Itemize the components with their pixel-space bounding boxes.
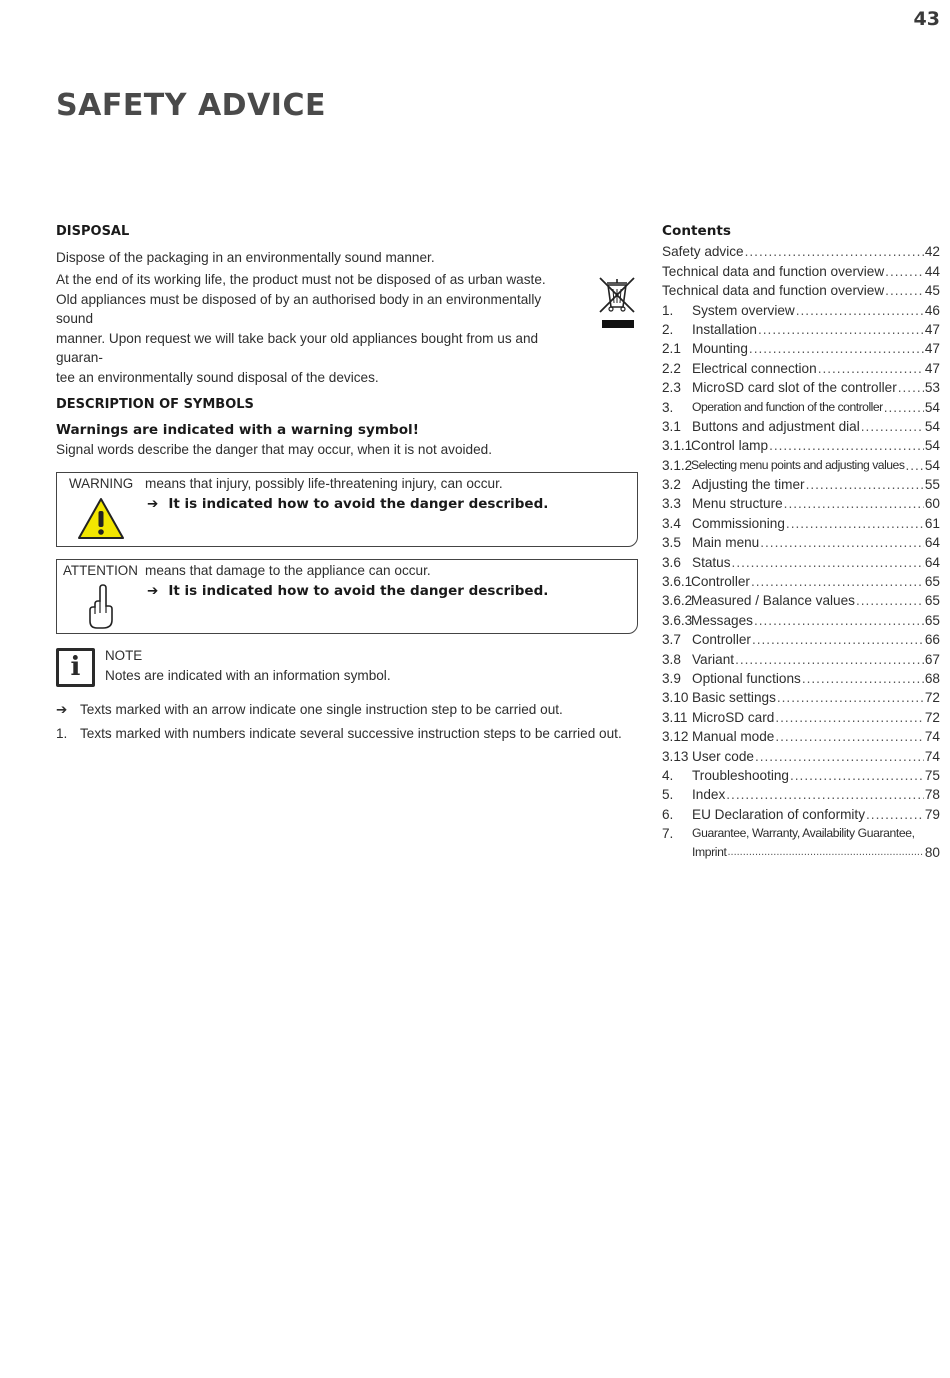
toc-item-number: 3.11 [662,709,688,725]
warning-description: means that injury, possibly life-threatening injury, can occur. [145,475,503,491]
toc-item-title: Variant [692,651,735,667]
warning-triangle-icon [77,497,125,541]
toc-item-title: Main menu [692,535,760,551]
toc-item-title: Buttons and adjustment dial [692,418,860,434]
toc-item-page: 74 [924,729,940,745]
toc-item-page: 47 [924,341,940,357]
arrow-icon: ➔ [147,495,159,512]
toc-item[interactable] [662,533,940,552]
toc-item[interactable] [662,417,940,436]
toc-item[interactable] [662,630,940,649]
toc-item-title-continued: Imprint [692,845,727,860]
toc-item[interactable] [662,766,940,785]
toc-item-number: 3.6 [662,554,681,570]
toc-item-title: Technical data and function overview [662,263,885,279]
info-icon [56,648,95,687]
note-block [56,646,638,694]
toc-item-title: System overview [692,302,795,318]
disposal-text-2: At the end of its working life, the product must not be disposed of as urban waste. [56,272,546,287]
toc-item[interactable] [662,611,940,630]
toc-item-number: 3.6.1 [662,574,693,590]
warnings-heading: Warnings are indicated with a warning symbol! [56,421,419,438]
toc-item[interactable] [662,339,940,358]
note-text: Notes are indicated with an information symbol. [105,667,391,683]
toc-item-page: 47 [924,321,940,337]
toc-list [662,242,940,824]
page-number: 43 [913,8,940,30]
toc-item-page: 54 [924,457,940,473]
toc-item-page: 53 [924,380,940,396]
toc-item[interactable] [662,708,940,727]
toc-item[interactable] [662,727,940,746]
toc-item-title: Controller [692,632,751,648]
toc-item-title: Messages [691,612,753,628]
toc-item-page: 47 [924,360,940,376]
toc-item-title: Status [692,554,731,570]
toc-item-number: 3.13 [662,748,689,764]
attention-box [56,559,638,634]
toc-item[interactable] [662,301,940,320]
toc-item[interactable] [662,514,940,533]
warning-box [56,472,638,547]
toc-item[interactable] [662,591,940,610]
toc-item-number: 3.1.2 [662,457,693,473]
toc-title: Contents [662,223,731,239]
info-icon-letter: i [70,651,81,682]
toc-item-title: Mounting [692,341,748,357]
attention-howto-text: It is indicated how to avoid the danger described. [168,582,549,599]
toc-item-number: 3.10 [662,690,689,706]
toc-item-title: Guarantee, Warranty, Availability Guarantee, [692,826,915,841]
page-title: SAFETY ADVICE [56,88,326,123]
disposal-text-1: Dispose of the packaging in an environmentally sound manner. [56,249,435,265]
toc-item-title: Installation [692,321,757,337]
toc-item-page: 54 [924,438,940,454]
disposal-section [56,248,638,388]
toc-item[interactable] [662,785,940,804]
toc-item-title: MicroSD card [692,709,775,725]
toc-item-number: 3.6.3 [662,612,693,628]
toc-item-page: 46 [924,302,940,318]
toc-item-page: 74 [924,748,940,764]
toc-item-title: Electrical connection [692,360,817,376]
toc-item-title: Adjusting the timer [692,477,805,493]
toc-item-number: 3.2 [662,477,681,493]
toc-item[interactable] [662,320,940,339]
toc-item-title: Controller [691,574,750,590]
pointing-hand-icon [85,582,119,630]
toc-item-title: Index [692,787,726,803]
toc-item[interactable] [662,747,940,766]
weee-crossed-bin-icon [596,274,638,332]
toc-item[interactable] [662,650,940,669]
toc-item-number: 5. [662,787,674,803]
attention-keyword: ATTENTION [63,562,138,578]
disposal-text-3: Old appliances must be disposed of by an authorised body in an environmentally sound [56,291,542,326]
note-label: NOTE [105,647,143,663]
toc-item-page: 80 [924,845,940,861]
disposal-heading: DISPOSAL [56,224,130,239]
toc-item-title: Optional functions [692,671,801,686]
safety-content [56,222,638,748]
toc-item-title: Menu structure [692,496,783,512]
toc-item-number: 2.3 [662,380,681,396]
attention-howto [147,582,548,602]
toc-item-page: 75 [924,767,940,783]
toc-item[interactable] [662,456,940,475]
toc-item-number: 3.9 [662,671,681,686]
instruction-arrow [56,700,638,724]
toc-item-page: 68 [924,671,940,686]
toc-item[interactable] [662,436,940,455]
toc-item[interactable] [662,572,940,591]
toc-item-page: 67 [924,651,940,667]
toc-item-title: MicroSD card slot of the controller [692,380,897,396]
toc-item[interactable] [662,242,940,261]
toc-item-number: 3.12 [662,729,689,745]
toc-item-number: 3.5 [662,535,681,551]
toc-item-page: 65 [924,574,940,590]
toc-item-number: 3.8 [662,651,681,667]
toc-item-page: 54 [924,399,940,415]
toc-item-number: 6. [662,806,674,822]
arrow-icon: ➔ [56,701,68,717]
toc-item-page: 61 [924,515,940,531]
toc-item-page: 79 [924,806,940,822]
toc-item-title: User code [692,748,754,764]
toc-item-title: Measured / Balance values [691,593,855,609]
toc-item-title: Commissioning [692,515,785,531]
toc-item-page: 54 [924,418,940,434]
instruction-numbered-text: Texts marked with numbers indicate several successive instruction steps to be carried out. [80,725,622,741]
toc-item-title: Selecting menu points and adjusting values [691,457,905,472]
toc-item-number: 3. [662,399,674,415]
attention-description: means that damage to the appliance can occur. [145,562,431,578]
warning-howto-text: It is indicated how to avoid the danger described. [168,495,549,512]
toc-item[interactable] [662,378,940,397]
toc-item-page: 65 [924,612,940,628]
toc-item-number: 4. [662,767,674,783]
toc-item-page: 78 [924,787,940,803]
toc-item-title: Operation and function of the controller [692,399,883,414]
toc-item-number: 2.2 [662,360,681,376]
instruction-number: 1. [56,725,68,741]
toc-item-page: 72 [924,690,940,706]
toc-item-page: 44 [924,263,940,279]
toc-item[interactable] [662,281,940,300]
toc-item-number: 2. [662,321,674,337]
toc-item-title: Technical data and function overview [662,283,885,299]
toc-item-title: Basic settings [692,690,776,706]
toc-item[interactable] [662,494,940,513]
toc-item[interactable] [662,475,940,494]
toc-item-number: 3.6.2 [662,593,693,609]
toc-item-number: 3.1 [662,418,681,434]
toc-item[interactable] [662,688,940,707]
toc-item-number: 2.1 [662,341,681,357]
disposal-text-4: manner. Upon request we will take back your old appliances bought from us and guaran- [56,330,539,365]
toc-item-number: 3.7 [662,632,681,648]
toc-item[interactable] [662,398,940,417]
toc-item-page: 60 [924,496,940,512]
toc-item-number: 3.3 [662,496,681,512]
toc-item-page: 45 [924,283,940,299]
toc-item-page: 72 [924,709,940,725]
toc-item-page: 55 [924,477,940,493]
symbols-heading: DESCRIPTION OF SYMBOLS [56,397,254,412]
arrow-icon: ➔ [147,582,159,599]
toc-item-title: EU Declaration of conformity [692,806,866,822]
toc-item-page: 64 [924,535,940,551]
toc-item-title: Control lamp [691,438,769,454]
toc-item-number: 3.1.1 [662,438,693,454]
toc-item-page: 42 [924,244,940,260]
toc-item[interactable] [662,824,940,862]
toc-item-title: Safety advice [662,244,744,260]
toc-item-page: 65 [924,593,940,609]
toc-item-page: 66 [924,632,940,648]
toc-item-title: Troubleshooting [692,767,789,783]
signal-words-text: Signal words describe the danger that may occur, when it is not avoided. [56,442,493,457]
toc-item-number: 1. [662,302,674,318]
toc-item[interactable] [662,262,940,281]
warning-keyword: WARNING [69,475,134,491]
toc-item-number: 7. [662,826,674,842]
toc-item[interactable] [662,359,940,378]
instruction-arrow-text: Texts marked with an arrow indicate one single instruction step to be carried out. [80,701,563,717]
disposal-text-5: tee an environmentally sound disposal of the devices. [56,369,379,385]
toc-item-number: 3.4 [662,515,681,531]
table-of-contents [662,222,940,862]
toc-item[interactable] [662,805,940,824]
toc-item[interactable] [662,553,940,572]
warning-howto [147,495,548,515]
toc-item-page: 64 [924,554,940,570]
toc-item[interactable] [662,669,940,688]
toc-item-title: Manual mode [692,729,775,745]
instruction-numbered [56,724,638,748]
